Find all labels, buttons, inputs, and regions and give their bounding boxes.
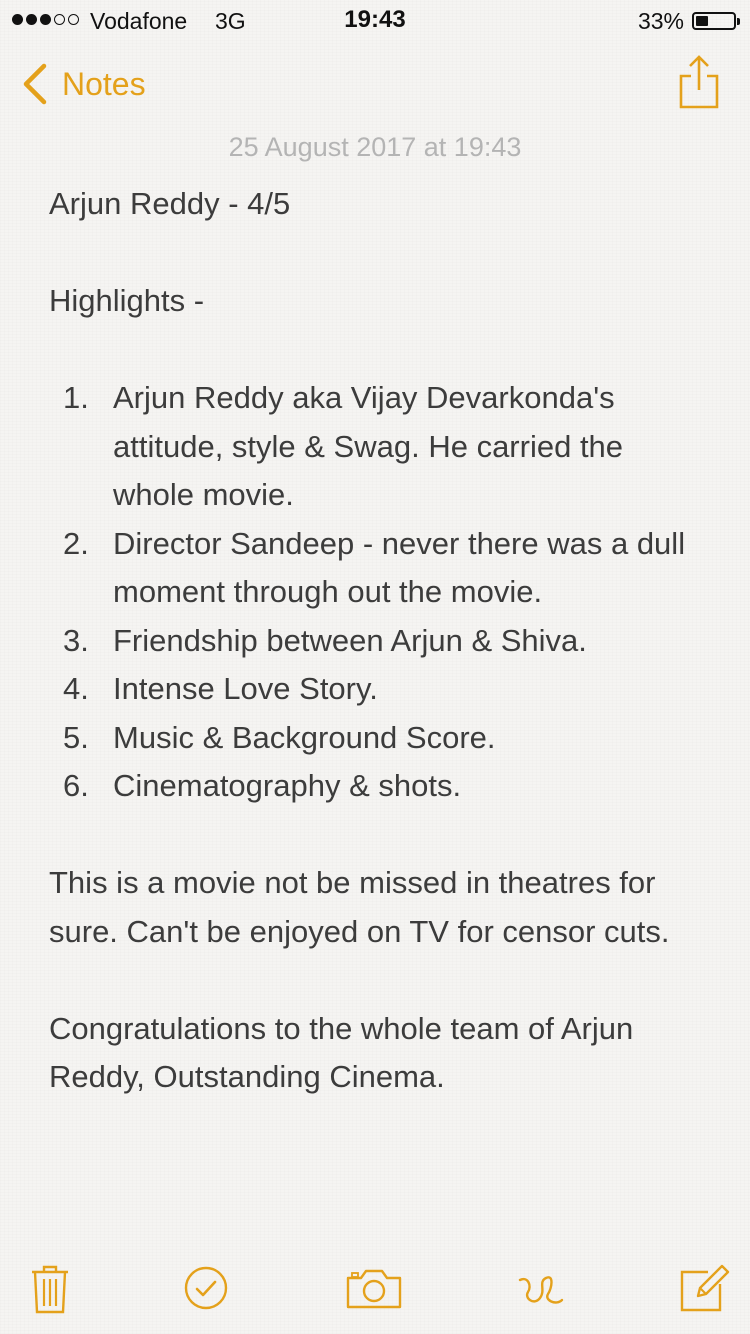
chevron-left-icon (20, 62, 50, 106)
note-title: Arjun Reddy - 4/5 (49, 186, 291, 221)
list-item (49, 520, 709, 617)
highlights-list (49, 374, 709, 811)
list-item (49, 762, 709, 811)
note-paragraph: This is a movie not be missed in theatres for sure. Can't be enjoyed on TV for censor cuts. (49, 865, 670, 949)
carrier-name: Vodafone (90, 8, 188, 34)
trash-icon[interactable] (20, 1258, 80, 1318)
network-type: 3G (215, 8, 246, 34)
note-body[interactable] (49, 180, 709, 1102)
back-button-label: Notes (62, 65, 146, 102)
camera-icon[interactable] (344, 1258, 404, 1318)
list-item-number: 1. (63, 380, 89, 415)
compose-icon[interactable] (674, 1258, 734, 1318)
list-item-text: Cinematography & shots. (113, 768, 462, 803)
list-item-number: 5. (63, 719, 89, 755)
list-item-text: Intense Love Story. (113, 671, 378, 706)
list-item (49, 374, 709, 520)
checklist-icon[interactable] (176, 1258, 236, 1318)
sketch-icon[interactable] (512, 1258, 572, 1318)
list-item-number: 3. (63, 622, 89, 658)
status-time: 19:43 (344, 6, 406, 33)
list-item-text: Friendship between Arjun & Shiva. (113, 622, 587, 658)
list-item (49, 665, 709, 714)
share-icon[interactable] (678, 54, 720, 110)
note-date: 25 August 2017 at 19:43 (228, 132, 522, 162)
status-bar (0, 0, 750, 40)
list-item (49, 617, 709, 666)
battery-icon (692, 12, 736, 30)
note-paragraph: Congratulations to the whole team of Arjun Reddy, Outstanding Cinema. (49, 1010, 634, 1094)
list-item-text: Music & Background Score. (113, 719, 496, 755)
list-item-number: 4. (63, 671, 89, 706)
back-button[interactable] (20, 62, 146, 106)
list-item (49, 714, 709, 763)
list-item-text: Arjun Reddy aka Vijay Devarkonda's attitude, style & Swag. He carried the whole movie. (113, 380, 624, 512)
list-item-text: Director Sandeep - never there was a dull moment through out the movie. (113, 525, 686, 609)
list-item-number: 2. (63, 525, 89, 561)
bottom-toolbar (0, 1246, 750, 1334)
list-item-number: 6. (63, 768, 89, 803)
highlights-heading: Highlights - (49, 283, 205, 318)
battery-percentage: 33% (637, 8, 684, 34)
